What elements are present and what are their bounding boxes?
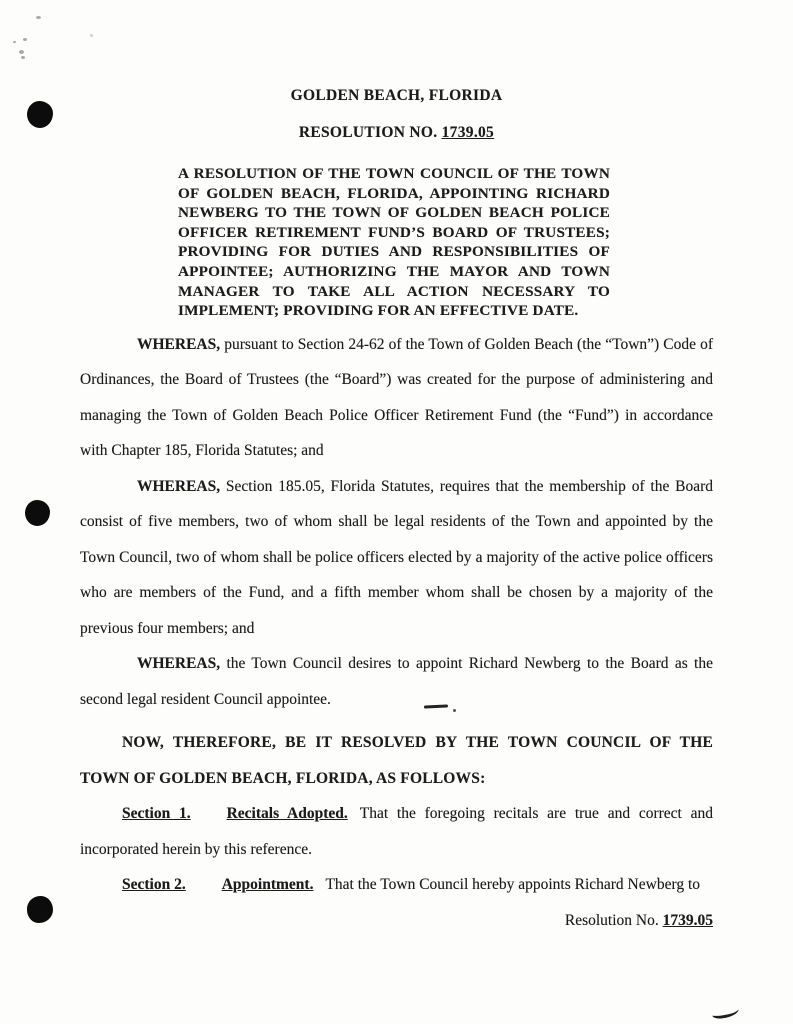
document-city-heading: GOLDEN BEACH, FLORIDA bbox=[290, 87, 503, 104]
section-2-paragraph bbox=[80, 867, 713, 903]
scan-speck-mark bbox=[36, 16, 41, 19]
resolution-number-value: 1739.05 bbox=[441, 124, 495, 141]
section-2-heading: Appointment. bbox=[221, 876, 314, 894]
section-1-label: Section 1. bbox=[122, 805, 191, 823]
whereas-clause-2 bbox=[80, 469, 713, 647]
resolution-title: A RESOLUTION OF THE TOWN COUNCIL OF THE TOWN OF GOLDEN BEACH, FLORIDA, APPOINTING RICHARD NEWBERG TO THE TOWN OF GOLDEN BEACH POLICE OFFICER RETIREMENT FUND’S BOARD OF TRUSTEES; PROVIDING FOR DUTIES AND RESPONSIBILITIES OF APPOINTEE; AUTHORIZING THE MAYOR AND TOWN MANAGER TO TAKE ALL ACTION NECESSARY TO IMPLEMENT; PROVIDING FOR AN EFFECTIVE DATE. bbox=[178, 165, 610, 320]
whereas-text: the Town Council desires to appoint Richard Newberg to the Board as the second legal resident Council appointee. bbox=[80, 655, 713, 708]
scan-speck-mark bbox=[21, 56, 25, 59]
scan-speck-mark bbox=[19, 50, 24, 54]
whereas-lead: WHEREAS, bbox=[137, 655, 221, 673]
whereas-text: pursuant to Section 24-62 of the Town of Golden Beach (the “Town”) Code of Ordinances, the Board of Trustees (the “Board”) was created for the purpose of administering and managing the Town of Golden Beach Police Officer Retirement Fund (the “Fund”) in accordance with Chapter 185, Florida Statutes; and bbox=[80, 335, 713, 460]
section-1-heading: Recitals Adopted. bbox=[226, 805, 348, 823]
section-2-label: Section 2. bbox=[122, 876, 186, 894]
whereas-text: Section 185.05, Florida Statutes, requires that the membership of the Board consist of five members, two of whom shall be legal residents of the Town and appointed by the Town Council, two of whom shall be police officers elected by a majority of the active police officers who are members of the Fund, and a fifth member whom shall be chosen by a majority of the previous four members; and bbox=[80, 477, 713, 637]
section-1-paragraph bbox=[80, 796, 713, 867]
scan-speck-mark bbox=[13, 41, 16, 43]
whereas-lead: WHEREAS, bbox=[137, 477, 221, 495]
whereas-lead: WHEREAS, bbox=[137, 335, 221, 353]
resolved-clause: NOW, THEREFORE, BE IT RESOLVED BY THE TOWN COUNCIL OF THE TOWN OF GOLDEN BEACH, FLORIDA, AS FOLLOWS: bbox=[80, 734, 713, 787]
footer-resolution-prefix: Resolution No. bbox=[564, 911, 663, 929]
scan-speck-mark bbox=[90, 34, 93, 37]
whereas-clause-3 bbox=[80, 646, 713, 717]
hole-punch-mark bbox=[27, 101, 53, 128]
stray-ink-swoosh-mark bbox=[711, 1004, 739, 1019]
page-footer bbox=[80, 911, 713, 931]
hole-punch-mark bbox=[27, 896, 53, 923]
resolution-number-prefix: RESOLUTION NO. bbox=[298, 124, 442, 141]
scan-speck-mark bbox=[23, 38, 27, 41]
footer-resolution-number: 1739.05 bbox=[662, 911, 713, 929]
whereas-clause-1 bbox=[80, 327, 713, 469]
resolution-number-heading bbox=[80, 123, 713, 143]
document-content bbox=[80, 86, 713, 931]
section-1-text: That the foregoing recitals are true and correct and incorporated herein by this reference. bbox=[80, 805, 713, 858]
hole-punch-mark bbox=[25, 500, 50, 526]
section-2-text: That the Town Council hereby appoints Richard Newberg to bbox=[325, 876, 701, 894]
